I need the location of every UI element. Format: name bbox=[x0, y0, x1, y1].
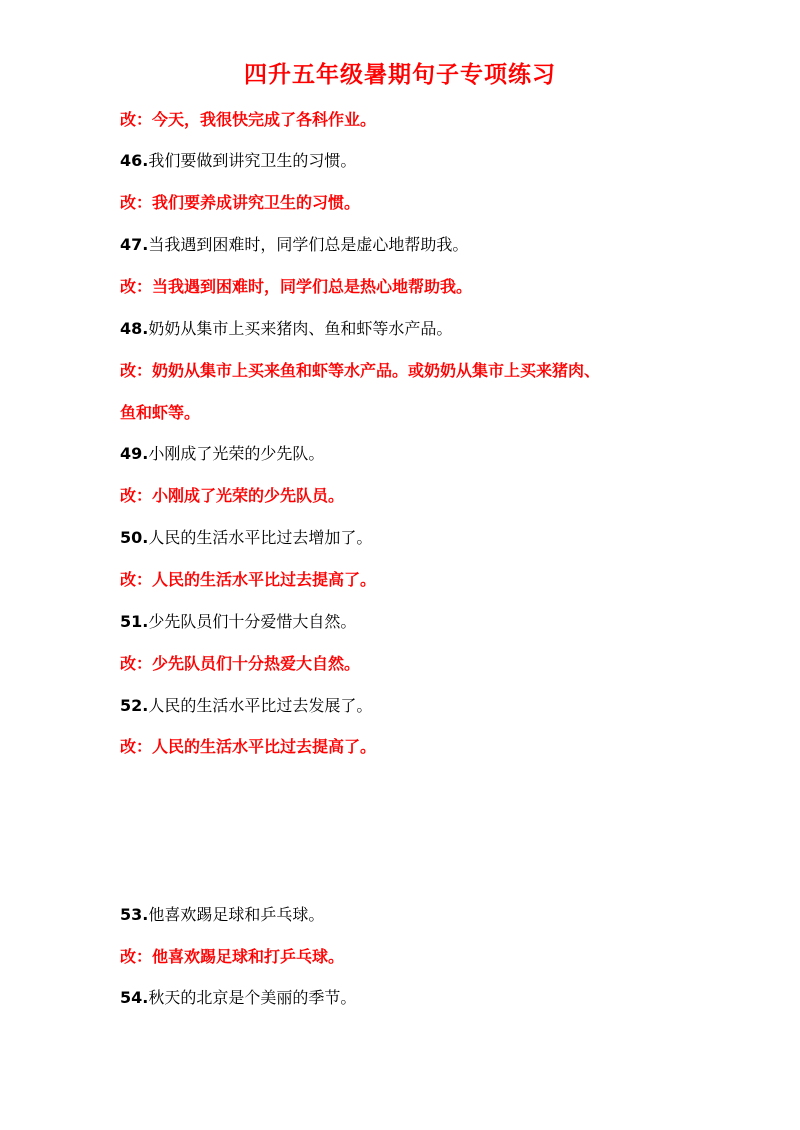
question-number: 52. bbox=[120, 696, 149, 715]
answer-line: 改：当我遇到困难时，同学们总是热心地帮助我。 bbox=[120, 277, 473, 296]
question-text: 我们要做到讲究卫生的习惯。 bbox=[148, 151, 357, 170]
answer-line-continued: 鱼和虾等。 bbox=[120, 403, 201, 422]
question-line bbox=[120, 612, 356, 632]
question-number: 47. bbox=[120, 235, 149, 254]
question-text: 奶奶从集市上买来猪肉、鱼和虾等水产品。 bbox=[148, 319, 453, 338]
question-number: 50. bbox=[120, 528, 149, 547]
answer-line: 改：今天，我很快完成了各科作业。 bbox=[120, 110, 377, 129]
answer-line: 改：少先队员们十分热爱大自然。 bbox=[120, 654, 361, 673]
question-text: 少先队员们十分爱惜大自然。 bbox=[148, 612, 357, 631]
question-number: 53. bbox=[120, 905, 149, 924]
question-number: 54. bbox=[120, 988, 149, 1007]
question-text: 秋天的北京是个美丽的季节。 bbox=[148, 988, 357, 1007]
answer-line: 改：人民的生活水平比过去提高了。 bbox=[120, 570, 377, 589]
question-line bbox=[120, 696, 372, 716]
question-text: 当我遇到困难时，同学们总是虚心地帮助我。 bbox=[148, 235, 469, 254]
question-text: 他喜欢踢足球和乒乓球。 bbox=[148, 905, 325, 924]
question-line bbox=[120, 151, 356, 171]
question-line bbox=[120, 905, 324, 925]
question-line bbox=[120, 235, 468, 255]
question-number: 51. bbox=[120, 612, 149, 631]
answer-line: 改：我们要养成讲究卫生的习惯。 bbox=[120, 193, 361, 212]
answer-line: 改：他喜欢踢足球和打乒乓球。 bbox=[120, 947, 345, 966]
question-number: 48. bbox=[120, 319, 149, 338]
question-line bbox=[120, 528, 372, 548]
question-line bbox=[120, 319, 452, 339]
page-title: 四升五年级暑期句子专项练习 bbox=[244, 62, 556, 88]
answer-line: 改：奶奶从集市上买来鱼和虾等水产品。或奶奶从集市上买来猪肉、 bbox=[120, 361, 601, 380]
question-text: 小刚成了光荣的少先队。 bbox=[148, 444, 325, 463]
answer-line: 改：小刚成了光荣的少先队员。 bbox=[120, 486, 345, 505]
answer-line: 改：人民的生活水平比过去提高了。 bbox=[120, 737, 377, 756]
question-line bbox=[120, 988, 356, 1008]
question-text: 人民的生活水平比过去发展了。 bbox=[148, 696, 373, 715]
question-text: 人民的生活水平比过去增加了。 bbox=[148, 528, 373, 547]
question-line bbox=[120, 444, 324, 464]
question-number: 49. bbox=[120, 444, 149, 463]
question-number: 46. bbox=[120, 151, 149, 170]
